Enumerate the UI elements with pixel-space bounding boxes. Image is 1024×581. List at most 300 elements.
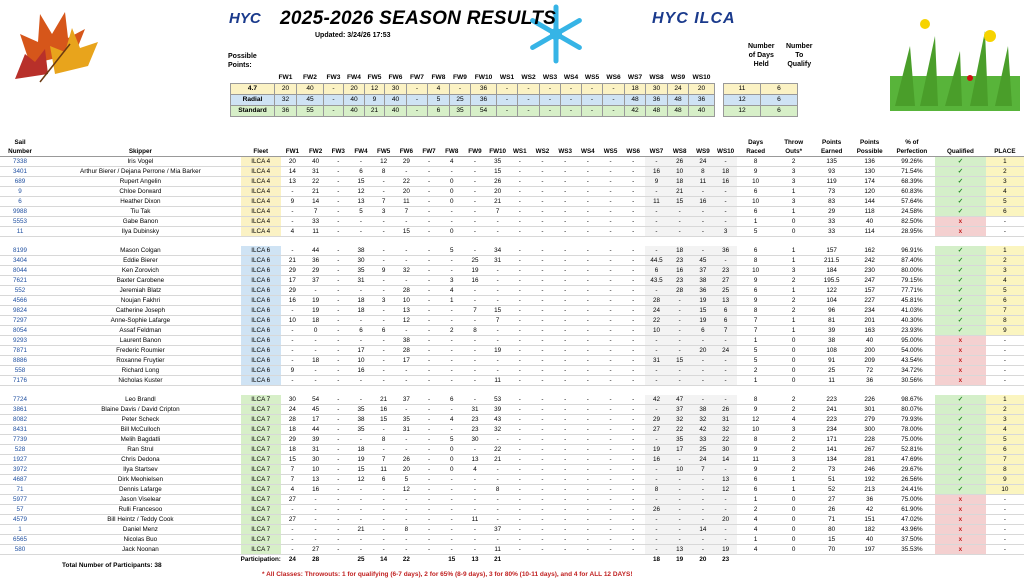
race-score: -	[622, 177, 645, 187]
participation-count: 20	[699, 556, 707, 563]
race-score: 21	[349, 525, 372, 535]
race-score: 7	[395, 207, 418, 217]
qualified-mark: ✓	[935, 326, 986, 336]
skipper-name: Chloe Dorward	[40, 187, 241, 197]
race-score: -	[668, 376, 691, 386]
race-score: -	[349, 395, 372, 405]
percent-perfection: 35.53%	[889, 545, 935, 555]
points-earned: 119	[813, 177, 851, 187]
race-score: 23	[463, 415, 486, 425]
race-score: -	[599, 535, 621, 545]
race-score: -	[554, 505, 576, 515]
skipper-name: Assaf Feldman	[40, 326, 241, 336]
race-score: -	[509, 445, 531, 455]
place: -	[986, 495, 1024, 505]
race-score: 12	[373, 157, 395, 167]
race-score: -	[281, 336, 304, 346]
race-score: 23	[715, 266, 737, 276]
qualified-mark: x	[935, 227, 986, 237]
race-score: -	[622, 415, 645, 425]
race-score: -	[509, 366, 531, 376]
days-raced: 2	[737, 366, 775, 376]
points-possible: 40	[851, 217, 889, 227]
race-score: 13	[463, 455, 486, 465]
race-score: 24	[691, 157, 714, 167]
table-row	[0, 276, 1024, 286]
race-score: 3	[440, 276, 463, 286]
qualified-mark: ✓	[935, 207, 986, 217]
race-score: -	[349, 336, 372, 346]
possible-qualify: 6	[761, 95, 798, 106]
race-col-header: WS4	[576, 136, 599, 157]
race-score: 16	[645, 167, 668, 177]
race-score: -	[668, 485, 691, 495]
throw-outs: 0	[775, 366, 813, 376]
race-score: 18	[281, 445, 304, 455]
race-score: -	[599, 376, 621, 386]
race-score: -	[349, 227, 372, 237]
race-score: -	[327, 356, 349, 366]
race-score: -	[691, 475, 714, 485]
possible-value: -	[540, 84, 561, 95]
place: -	[986, 525, 1024, 535]
qualified-mark: ✓	[935, 316, 986, 326]
race-score: -	[509, 286, 531, 296]
fleet-badge: ILCA 7	[241, 475, 281, 485]
possible-value: 6	[428, 106, 450, 117]
race-score: 7	[281, 475, 304, 485]
race-score: -	[304, 525, 327, 535]
race-score: -	[349, 376, 372, 386]
race-score: -	[509, 485, 531, 495]
qualified-mark: x	[935, 346, 986, 356]
qualified-mark: x	[935, 525, 986, 535]
percent-perfection: 45.81%	[889, 296, 935, 306]
race-score: 16	[349, 366, 372, 376]
race-score: -	[531, 485, 554, 495]
fleet-badge: ILCA 4	[241, 167, 281, 177]
race-score: 31	[304, 167, 327, 177]
participation-label: Participation:	[240, 556, 281, 563]
skipper-name: Dirk Meohielsen	[40, 475, 241, 485]
race-score: -	[373, 525, 395, 535]
qualified-mark: ✓	[935, 465, 986, 475]
skipper-name: Bill McCulloch	[40, 425, 241, 435]
skipper-name: Rulli Francesoo	[40, 505, 241, 515]
sail-number-header: Sail Number	[0, 136, 40, 157]
results-table	[0, 136, 1024, 564]
table-row	[0, 395, 1024, 405]
race-score: -	[487, 435, 509, 445]
throw-outs: 1	[775, 316, 813, 326]
race-score: 22	[487, 445, 509, 455]
race-score: -	[327, 515, 349, 525]
race-score: 31	[304, 445, 327, 455]
table-row	[0, 336, 1024, 346]
race-score: -	[395, 326, 418, 336]
race-score: -	[576, 326, 599, 336]
race-score: -	[418, 256, 440, 266]
possible-value: -	[324, 84, 344, 95]
sail-number: 4566	[0, 296, 40, 306]
race-col-header: WS7	[645, 136, 668, 157]
possible-points-header-row	[231, 73, 798, 84]
possible-col-header: FW6	[388, 74, 403, 81]
fleet-badge: ILCA 7	[241, 435, 281, 445]
place: 6	[986, 296, 1024, 306]
race-score: -	[576, 227, 599, 237]
race-score: -	[327, 177, 349, 187]
race-score: 30	[281, 395, 304, 405]
race-score: 18	[304, 356, 327, 366]
race-score: 3	[373, 207, 395, 217]
possible-value: 40	[385, 106, 407, 117]
race-score: -	[327, 405, 349, 415]
race-score: -	[554, 366, 576, 376]
fleet-badge: ILCA 7	[241, 525, 281, 535]
percent-perfection: 52.81%	[889, 445, 935, 455]
race-score: -	[463, 167, 486, 177]
skipper-name: Jeremiah Blatz	[40, 286, 241, 296]
race-score: -	[622, 525, 645, 535]
race-score: 30	[349, 256, 372, 266]
race-score: -	[509, 395, 531, 405]
possible-value: 20	[344, 84, 365, 95]
participation-count: 21	[494, 556, 502, 563]
race-col-header: WS6	[622, 136, 645, 157]
race-score: -	[576, 217, 599, 227]
qualified-mark: ✓	[935, 167, 986, 177]
blank-cell	[231, 73, 275, 84]
race-score: -	[576, 535, 599, 545]
points-possible: 163	[851, 326, 889, 336]
fleet-badge: ILCA 7	[241, 515, 281, 525]
points-earned: 11	[813, 376, 851, 386]
results-header-row	[0, 136, 1024, 157]
race-score: -	[622, 366, 645, 376]
percent-perfection: 28.95%	[889, 227, 935, 237]
possible-value: -	[540, 106, 561, 117]
race-score: -	[599, 336, 621, 346]
race-score: -	[327, 207, 349, 217]
race-score: -	[327, 217, 349, 227]
race-score: -	[599, 366, 621, 376]
table-row	[0, 405, 1024, 415]
qualified-mark: x	[935, 515, 986, 525]
days-held-label: Number of Days Held	[748, 43, 775, 68]
race-score: 29	[281, 266, 304, 276]
participation-count: 14	[380, 556, 388, 563]
race-score: 26	[645, 505, 668, 515]
race-score: -	[463, 346, 486, 356]
points-possible: 197	[851, 545, 889, 555]
race-score: 29	[281, 286, 304, 296]
race-score: -	[509, 167, 531, 177]
race-score: -	[622, 207, 645, 217]
throw-header: Throw Outs*	[775, 136, 813, 157]
race-score: -	[509, 415, 531, 425]
race-score: -	[599, 435, 621, 445]
race-score: 13	[715, 475, 737, 485]
race-score: 11	[487, 545, 509, 555]
race-score: -	[599, 296, 621, 306]
race-score: -	[622, 256, 645, 266]
points-possible: 281	[851, 455, 889, 465]
race-score: -	[531, 356, 554, 366]
race-score: -	[622, 356, 645, 366]
race-score: -	[440, 207, 463, 217]
race-score: 13	[349, 197, 372, 207]
race-score: 32	[668, 415, 691, 425]
race-score: -	[373, 366, 395, 376]
table-row	[0, 415, 1024, 425]
throw-outs: 2	[775, 395, 813, 405]
table-row	[0, 246, 1024, 256]
fleet-badge: ILCA 7	[241, 485, 281, 495]
race-score: -	[418, 187, 440, 197]
points-earned: 241	[813, 405, 851, 415]
sail-number: 11	[0, 227, 40, 237]
race-score: -	[599, 465, 621, 475]
race-score: 17	[395, 356, 418, 366]
possible-value: 45	[297, 95, 324, 106]
race-score: -	[418, 197, 440, 207]
race-score: 16	[668, 266, 691, 276]
race-score: -	[281, 207, 304, 217]
points-earned: 157	[813, 246, 851, 256]
sail-number: 3404	[0, 256, 40, 266]
race-score: -	[418, 425, 440, 435]
race-score: -	[622, 395, 645, 405]
place: -	[986, 217, 1024, 227]
spacer-cell	[715, 95, 724, 106]
table-row	[0, 207, 1024, 217]
skipper-name: Iris Vogel	[40, 157, 241, 167]
race-score: -	[576, 425, 599, 435]
skipper-name: Peter Scheck	[40, 415, 241, 425]
race-score: -	[622, 316, 645, 326]
fleet-badge: ILCA 6	[241, 256, 281, 266]
points-possible: 234	[851, 306, 889, 316]
race-score: -	[463, 395, 486, 405]
race-score: 15	[668, 356, 691, 366]
race-score: 36	[691, 286, 714, 296]
race-score: 4	[440, 157, 463, 167]
race-score: -	[418, 266, 440, 276]
race-score: -	[531, 316, 554, 326]
race-score: -	[440, 475, 463, 485]
race-score: -	[599, 515, 621, 525]
race-score: -	[440, 376, 463, 386]
possible-col-header: WS6	[606, 74, 621, 81]
race-col-header: FW6	[395, 136, 418, 157]
race-score: 11	[463, 515, 486, 525]
participation-count	[327, 555, 349, 565]
race-score: -	[645, 535, 668, 545]
race-score: -	[531, 405, 554, 415]
qualified-mark: x	[935, 495, 986, 505]
throw-outs: 0	[775, 535, 813, 545]
hyc-ilca-logo: HYC ILCA	[652, 10, 736, 27]
percent-perfection: 43.54%	[889, 356, 935, 366]
qualified-mark: ✓	[935, 266, 986, 276]
possible-value: -	[407, 106, 428, 117]
race-score: -	[531, 217, 554, 227]
place-header: PLACE	[986, 136, 1024, 157]
skipper-name: Catherine Joseph	[40, 306, 241, 316]
points-possible: 201	[851, 316, 889, 326]
sail-number: 8199	[0, 246, 40, 256]
race-score: 18	[668, 177, 691, 187]
days-raced: 1	[737, 376, 775, 386]
throw-outs: 0	[775, 336, 813, 346]
race-score: -	[395, 445, 418, 455]
qualified-mark: x	[935, 545, 986, 555]
total-participants: Total Number of Participants: 38	[62, 562, 162, 569]
race-score: -	[554, 376, 576, 386]
race-score: -	[622, 475, 645, 485]
race-score: -	[645, 336, 668, 346]
race-score: -	[715, 525, 737, 535]
percent-perfection: 24.58%	[889, 207, 935, 217]
table-row	[0, 445, 1024, 455]
race-score: -	[349, 485, 372, 495]
race-score: -	[327, 256, 349, 266]
points-possible: 151	[851, 515, 889, 525]
possible-value: 30	[646, 84, 668, 95]
points-earned: 171	[813, 435, 851, 445]
race-score: 10	[349, 356, 372, 366]
possible-value: -	[497, 84, 518, 95]
points-earned: 81	[813, 316, 851, 326]
days-raced: 10	[737, 177, 775, 187]
points-possible: 192	[851, 475, 889, 485]
race-score: -	[509, 495, 531, 505]
race-score: -	[668, 336, 691, 346]
race-score: -	[622, 455, 645, 465]
race-score: 9	[281, 366, 304, 376]
possible-value: 4	[428, 84, 450, 95]
throw-outs: 0	[775, 525, 813, 535]
race-score: -	[554, 395, 576, 405]
possible-col-header: FW8	[431, 74, 446, 81]
race-score: -	[395, 535, 418, 545]
race-score: -	[440, 167, 463, 177]
race-score: -	[668, 227, 691, 237]
race-score: -	[531, 535, 554, 545]
table-row	[0, 217, 1024, 227]
race-score: 0	[304, 326, 327, 336]
possible-col-header: WS10	[692, 74, 711, 81]
race-score: 11	[304, 227, 327, 237]
race-score: -	[418, 336, 440, 346]
table-row	[0, 495, 1024, 505]
race-score: -	[622, 505, 645, 515]
race-score: -	[668, 455, 691, 465]
table-row	[0, 455, 1024, 465]
percent-perfection: 47.69%	[889, 455, 935, 465]
points-earned: 27	[813, 495, 851, 505]
place: 1	[986, 157, 1024, 167]
race-score: -	[622, 286, 645, 296]
race-score: -	[395, 246, 418, 256]
race-score: -	[487, 217, 509, 227]
race-score: -	[554, 197, 576, 207]
fleet-badge: ILCA 6	[241, 376, 281, 386]
race-score: -	[691, 395, 714, 405]
race-score: -	[327, 197, 349, 207]
race-score: 5	[440, 246, 463, 256]
possible-value: -	[407, 84, 428, 95]
race-score: -	[281, 246, 304, 256]
race-score: 8	[373, 167, 395, 177]
points-earned: 195.5	[813, 276, 851, 286]
race-score: 42	[645, 395, 668, 405]
points-earned: 71	[813, 515, 851, 525]
race-score: -	[373, 306, 395, 316]
days-raced: 6	[737, 207, 775, 217]
skipper-name: Blaine Davis / David Cripton	[40, 405, 241, 415]
qualified-mark: x	[935, 356, 986, 366]
place: 9	[986, 475, 1024, 485]
qualified-mark: x	[935, 217, 986, 227]
place: -	[986, 535, 1024, 545]
race-score: 25	[691, 445, 714, 455]
race-score: -	[440, 425, 463, 435]
race-score: 18	[304, 316, 327, 326]
percent-perfection: 54.00%	[889, 346, 935, 356]
race-score: -	[645, 435, 668, 445]
race-score: 0	[440, 445, 463, 455]
race-score: -	[509, 455, 531, 465]
race-score: -	[554, 296, 576, 306]
race-score: -	[531, 326, 554, 336]
race-score: -	[599, 356, 621, 366]
place: 1	[986, 246, 1024, 256]
table-row	[0, 535, 1024, 545]
race-score: -	[373, 286, 395, 296]
race-score: -	[531, 266, 554, 276]
points-possible: 157	[851, 286, 889, 296]
points-earned: 141	[813, 445, 851, 455]
points-earned: 52	[813, 485, 851, 495]
place: 9	[986, 326, 1024, 336]
place: 5	[986, 197, 1024, 207]
fleet-badge: ILCA 6	[241, 246, 281, 256]
days-raced: 1	[737, 495, 775, 505]
race-score: -	[327, 415, 349, 425]
race-score: -	[576, 336, 599, 346]
race-score: -	[373, 545, 395, 555]
race-score: 18	[349, 296, 372, 306]
race-score: 13	[668, 545, 691, 555]
race-score: -	[327, 366, 349, 376]
points-possible: 209	[851, 356, 889, 366]
days-raced: 9	[737, 167, 775, 177]
points-earned: 91	[813, 356, 851, 366]
race-score: -	[463, 366, 486, 376]
race-score: 14	[281, 167, 304, 177]
percent-perfection: 23.93%	[889, 326, 935, 336]
race-score: 35	[487, 157, 509, 167]
race-score: 31	[349, 276, 372, 286]
race-score: -	[622, 167, 645, 177]
skipper-name: Ilya Dubinsky	[40, 227, 241, 237]
race-score: -	[531, 256, 554, 266]
race-score: -	[622, 445, 645, 455]
race-score: 28	[281, 415, 304, 425]
race-score: -	[622, 545, 645, 555]
